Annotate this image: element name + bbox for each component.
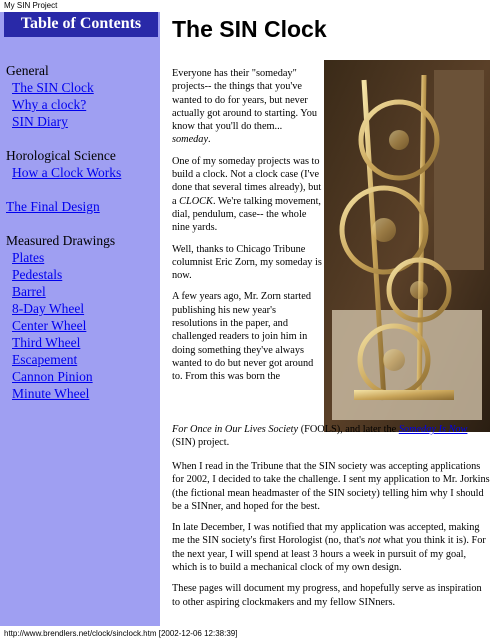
paragraph-2: One of my someday projects was to build a clock. Not a clock case (I've done that several times already), but a CLOCK. We're talking movement, dial, pendulum, case-- the whole nine yards. [172,155,322,234]
toc-link-barrel[interactable]: Barrel [12,284,46,299]
toc-link-third-wheel[interactable]: Third Wheel [12,335,81,350]
toc-link-how-a-clock-works[interactable]: How a Clock Works [12,165,122,180]
paragraph-4a: A few years ago, Mr. Zorn started publishing his new year's resolutions in the paper, and challenged readers to join him in doing something they've always wanted to do but never got around to. From this was born the [172,291,314,383]
paragraph-4-continued: For Once in Our Lives Society (FOOLS), and later the Someday Is Now (SIN) project. [172,424,468,449]
toc-link-8-day-wheel[interactable]: 8-Day Wheel [12,301,85,316]
paragraph-7: These pages will document my progress, and hopefully serve as inspiration to other aspiring clockmakers and my fellow SINners. [172,583,482,608]
toc-heading: Table of Contents [4,12,158,37]
toc-link-sin-diary[interactable]: SIN Diary [12,114,68,129]
page-title: The SIN Clock [172,16,327,42]
browser-tab-title: My SIN Project [4,1,58,10]
toc-link-why-a-clock[interactable]: Why a clock? [12,97,87,112]
toc-group-general: General [6,63,49,78]
toc-link-minute-wheel[interactable]: Minute Wheel [12,386,90,401]
toc-link-final-design[interactable]: The Final Design [6,199,100,214]
toc-group-horological-science: Horological Science [6,148,116,163]
toc-link-escapement[interactable]: Escapement [12,352,78,367]
footer-url: http://www.brendlers.net/clock/sinclock.htm [2002-12-06 12:38:39] [4,629,238,638]
toc-link-plates[interactable]: Plates [12,250,45,265]
intro-column [172,67,322,384]
toc-link-pedestals[interactable]: Pedestals [12,267,63,282]
toc-link-sin-clock[interactable]: The SIN Clock [12,80,94,95]
toc-link-center-wheel[interactable]: Center Wheel [12,318,87,333]
someday-is-now-link[interactable]: Someday Is Now [398,424,468,435]
paragraph-5: When I read in the Tribune that the SIN society was accepting applications for 2002, I decided to take the challenge. I sent my application to Mr. Jorkins (the fictional mean headmaster of the SIN society) telling him why I should be a SINner, and hoped for the best. [172,461,490,512]
table-of-contents [6,62,121,402]
paragraph-1: Everyone has their "someday" projects-- the things that you've wanted to do for years, but never actually got around to starting. You know that you'll do them... someday. [172,68,318,146]
body-text [172,460,490,617]
toc-link-cannon-pinion[interactable]: Cannon Pinion [12,369,93,384]
toc-group-measured-drawings: Measured Drawings [6,233,116,248]
paragraph-3: Well, thanks to Chicago Tribune columnist Eric Zorn, my someday is now. [172,243,322,282]
paragraph-6: In late December, I was notified that my application was accepted, making me the SIN society's first Horologist (no, that's not what you think it is). For the next year, I will spend at least 3 hours a week in pursuit of my goal, which is to build a mechanical clock of my own design. [172,522,486,574]
clock-photo [324,60,490,432]
